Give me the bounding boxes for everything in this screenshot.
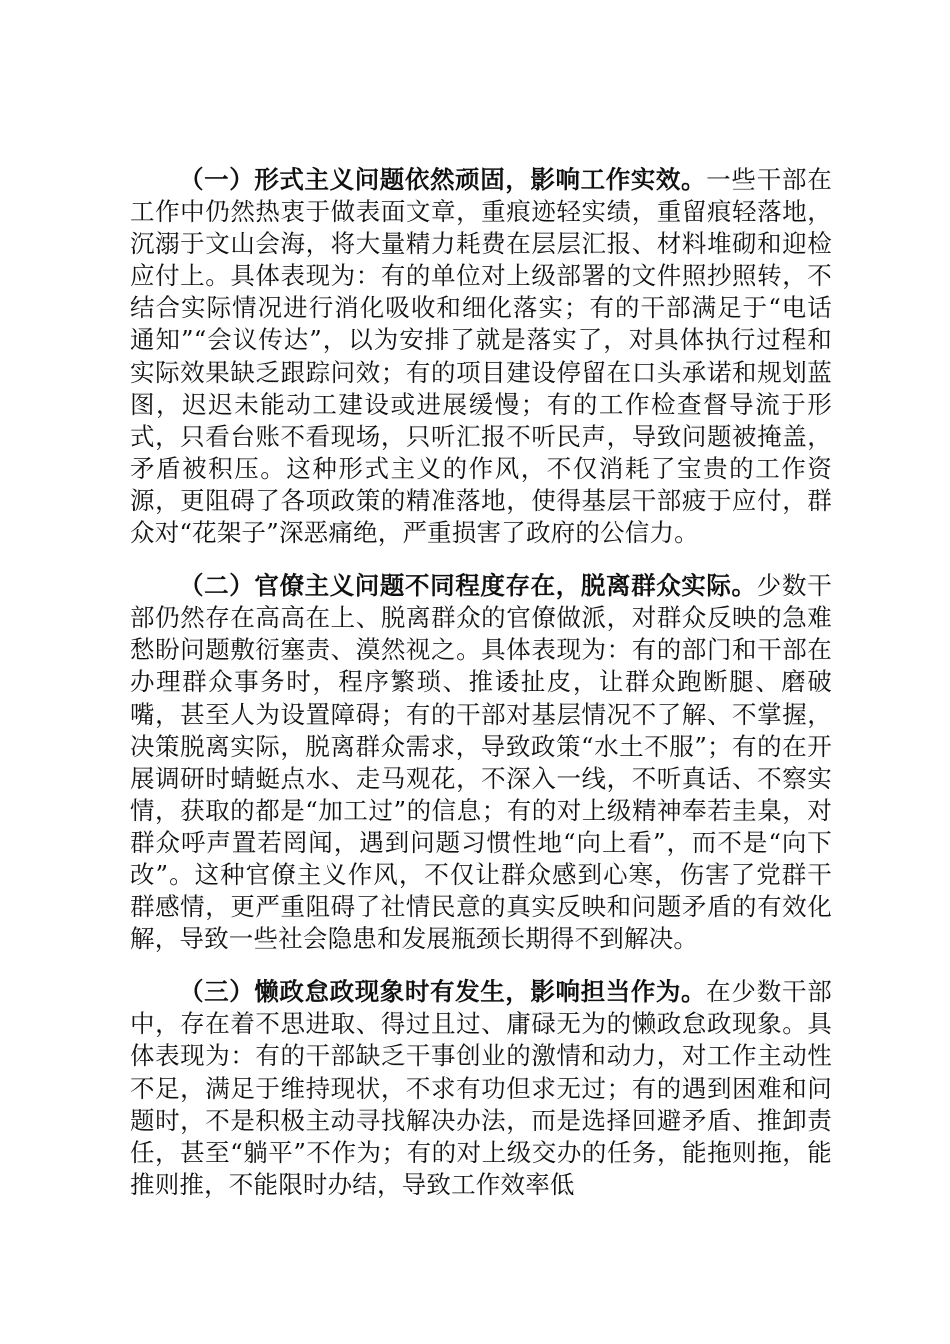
paragraph-text: 在少数干部中，存在着不思进取、得过且过、庸碌无为的懒政怠政现象。具体表现为：有的干部缺乏干事创业的激情和动力，对工作主动性不足，满足于维持现状，不求有功但求无过；有的遇到困难和问题时，不是积极主动寻找解决办法，而是选择回避矛盾、推卸责任，甚至“躺平”不作为；有的对上级交办的任务，能拖则拖，能推则推，不能限时办结，导致工作效率低	[130, 977, 833, 1199]
paragraph-heading: （一）形式主义问题依然顽固，影响工作实效。	[179, 165, 707, 194]
paragraph-formalism	[130, 164, 832, 549]
paragraph-inaction	[130, 976, 832, 1201]
document-body	[130, 164, 832, 1201]
paragraph-bureaucratism	[130, 570, 832, 955]
paragraph-heading: （三）懒政怠政现象时有发生，影响担当作为。	[179, 977, 707, 1007]
paragraph-text: 少数干部仍然存在高高在上、脱离群众的官僚做派，对群众反映的急难愁盼问题敷衍塞责、漠然视之。具体表现为：有的部门和干部在办理群众事务时，程序繁琐、推诿扯皮，让群众跑断腿、磨破嘴，甚至人为设置障碍；有的干部对基层情况不了解、不掌握，决策脱离实际，脱离群众需求，导致政策“水土不服”；有的在开展调研时蜻蜓点水、走马观花，不深入一线，不听真话、不察实情，获取的都是“加工过”的信息；有的对上级精神奉若圭臬，对群众呼声置若罔闻，遇到问题习惯性地“向上看”，而不是“向下改”。这种官僚主义作风，不仅让群众感到心寒，伤害了党群干群感情，更严重阻碍了社情民意的真实反映和问题矛盾的有效化解，导致一些社会隐患和发展瓶颈长期得不到解决。	[130, 571, 833, 954]
paragraph-heading: （二）官僚主义问题不同程度存在，脱离群众实际。	[179, 571, 757, 601]
paragraph-text: 一些干部在工作中仍然热衷于做表面文章，重痕迹轻实绩，重留痕轻落地，沉溺于文山会海，将大量精力耗费在层层汇报、材料堆砌和迎检应付上。具体表现为：有的单位对上级部署的文件照抄照转，不结合实际情况进行消化吸收和细化落实；有的干部满足于“电话通知”“会议传达”，以为安排了就是落实了，对具体执行过程和实际效果缺乏跟踪问效；有的项目建设停留在口头承诺和规划蓝图，迟迟未能动工建设或进展缓慢；有的工作检查督导流于形式，只看台账不看现场，只听汇报不听民声，导致问题被掩盖，矛盾被积压。这种形式主义的作风，不仅消耗了宝贵的工作资源，更阻碍了各项政策的精准落地，使得基层干部疲于应付，群众对“花架子”深恶痛绝，严重损害了政府的公信力。	[130, 165, 833, 548]
